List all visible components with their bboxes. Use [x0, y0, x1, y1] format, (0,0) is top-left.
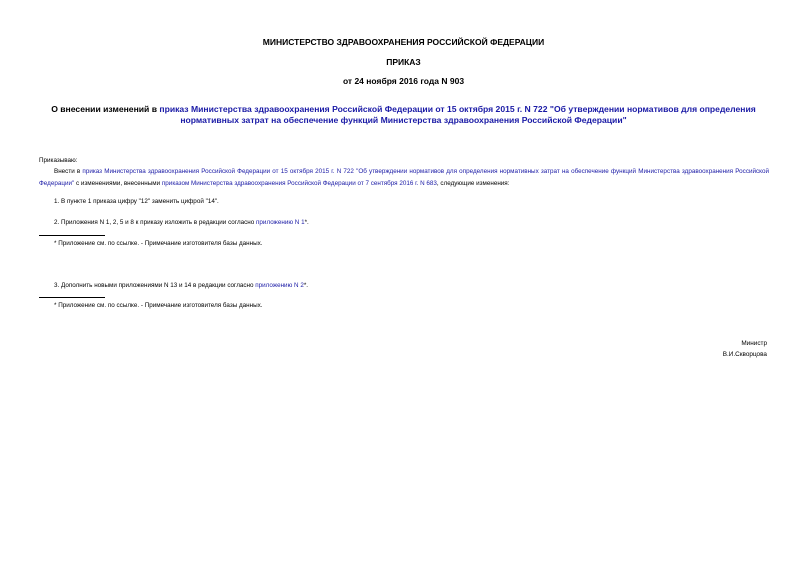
item-3-suffix: *.: [303, 282, 309, 289]
order-word: Приказываю:: [39, 157, 78, 164]
footnote-divider-2: [39, 297, 105, 298]
item-2-prefix: 2. Приложения N 1, 2, 5 и 8 к приказу изложить в редакции согласно: [54, 219, 257, 226]
intro-prefix: Внести в: [54, 168, 83, 175]
item-3: [54, 280, 308, 292]
item-3-prefix: 3. Дополнить новыми приложениями N 13 и 14 в редакции согласно: [54, 282, 256, 289]
intro-order-link[interactable]: приказ Министерства здравоохранения Российской Федерации от 15 октября 2015 г. N 722 "Об утверждении нормативов для определения нормативных затрат на обеспечение функций Министерства здравоохранения Российской Федерации": [39, 168, 769, 187]
signature-position: Министр: [741, 340, 767, 347]
intro-middle: с изменениями, внесенными: [74, 179, 162, 187]
doc-type-heading: ПРИКАЗ: [386, 57, 421, 67]
item-2-suffix: *.: [304, 219, 309, 226]
document-title: [30, 104, 777, 126]
date-number: от 24 ноября 2016 года N 903: [342, 76, 465, 86]
intro-suffix: , следующие изменения:: [436, 179, 510, 187]
item-1: 1. В пункте 1 приказа цифру "12" заменить цифрой "14".: [54, 198, 219, 205]
intro-amendment-link[interactable]: приказом Министерства здравоохранения Российской Федерации от 7 сентября 2016 г. N 683: [161, 179, 437, 187]
footnote-2: * Приложение см. по ссылке. - Примечание изготовителя базы данных.: [54, 302, 263, 309]
footnote-divider-1: [39, 235, 105, 236]
appendix-1-link[interactable]: приложению N 1: [256, 219, 305, 226]
title-prefix: О внесении изменений в: [51, 104, 160, 114]
signature-name: В.И.Скворцова: [722, 351, 767, 358]
ministry-heading: МИНИСТЕРСТВО ЗДРАВООХРАНЕНИЯ РОССИЙСКОЙ ФЕДЕРАЦИИ: [262, 37, 545, 47]
footnote-1: * Приложение см. по ссылке. - Примечание изготовителя базы данных.: [54, 240, 263, 247]
intro-paragraph: [39, 166, 769, 189]
title-order-link[interactable]: приказ Министерства здравоохранения Российской Федерации от 15 октября 2015 г. N 722 "Об утверждении нормативов для определения нормативных затрат на обеспечение функций Министерства здравоохранения Российской Федерации": [159, 104, 756, 125]
item-2: [54, 217, 309, 229]
appendix-2-link[interactable]: приложению N 2: [255, 282, 304, 289]
